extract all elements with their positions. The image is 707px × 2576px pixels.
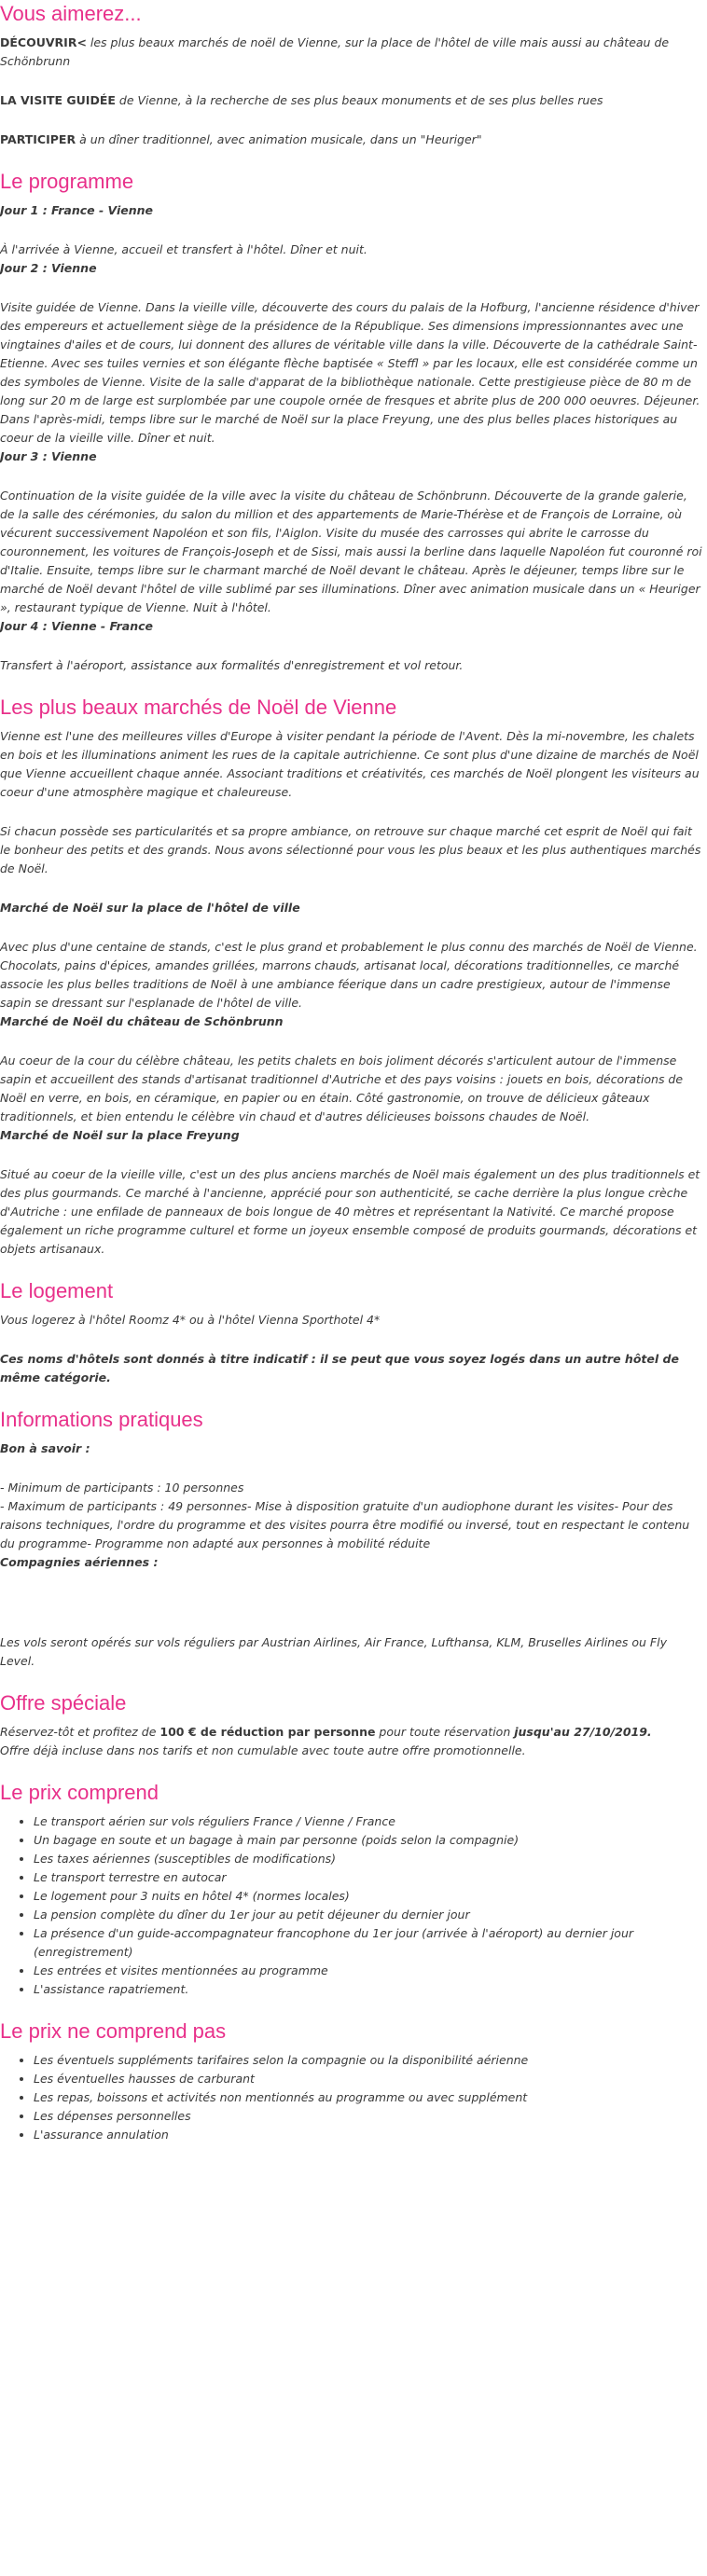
section-programme [0,170,703,675]
list-item: • L'assistance rapatriement. [34,1980,703,1999]
market-title: Marché de Noël sur la place de l'hôtel de ville [0,901,300,915]
day-title: Jour 3 : Vienne [0,449,97,463]
paragraph-text: de Vienne, à la recherche de ses plus beaux monuments et de ses plus belles rues [115,93,603,107]
list-item: • Les dépenses personnelles [34,2107,703,2126]
paragraph-text: les plus beaux marchés de noël de Vienne, sur la place de l'hôtel de ville mais aussi au château de Schönbrunn [0,35,670,68]
section-title: Le programme [0,170,134,193]
market-text: Situé au coeur de la vieille ville, c'est un des plus anciens marchés de Noël mais également un des plus traditionnels et des plus gourmands. Ce marché à l'ancienne, apprécié pour son authenticité, se cache derrière la plus longue crèche d'Autriche : une enfilade de panneaux de bois longue de 40 mètres et représentant la Nativité. Ce marché propose également un riche programme culturel et forme un joyeux ensemble composé de produits gourmands, décorations et objets artisanaux. [0,1167,700,1256]
paragraph [0,131,703,149]
list-item: • Les taxes aériennes (susceptibles de modifications) [34,1850,703,1868]
day-title: Jour 1 : France - Vienne [0,203,153,217]
lead-word: LA VISITE GUIDÉE [0,93,116,107]
day-text: Continuation de la visite guidée de la ville avec la visite du château de Schönbrunn. Découverte de la grande galerie, de la salle des cérémonies, du salon du million et des appartements de Marie-Thérèse et de François de Lorraine, où vécurent successivement Napoléon et son fils, l'Aiglon. Visite du musée des carrosses qui abrite le carrosse du couronnement, les voitures de François-Joseph et de Sissi, mais aussi la berline dans laquelle Napoléon fut couronné roi d'Italie. Ensuite, temps libre sur le charmant marché de Noël devant le château. Après le déjeuner, temps libre sur le marché de Noël devant l'hôtel de ville sublimé par ses illuminations. Dîner avec animation musicale dans un « Heuriger », restaurant typique de Vienne. Nuit à l'hôtel. [0,489,702,614]
paragraph [0,34,703,71]
list-item: • Le transport aérien sur vols réguliers France / Vienne / France [34,1812,703,1831]
paragraph [0,91,703,110]
offer-text: pour toute réservation [375,1725,515,1739]
paragraph-text: à un dîner traditionnel, avec animation musicale, dans un "Heuriger" [76,132,482,146]
info-line: Les vols seront opérés sur vols réguliers par Austrian Airlines, Air France, Lufthansa, KLM, Bruselles Airlines ou Fly Level. [0,1635,667,1668]
offer-line [0,1723,703,1742]
day-title: Jour 4 : Vienne - France [0,619,153,633]
section-offre [0,1691,703,1760]
market-title: Marché de Noël du château de Schönbrunn [0,1014,284,1028]
list-item: • Les éventuels suppléments tarifaires selon la compagnie ou la disponibilité aérienne [34,2051,703,2070]
list-item: • Un bagage en soute et un bagage à main par personne (poids selon la compagnie) [34,1831,703,1850]
section-logement [0,1279,703,1387]
section-title: Les plus beaux marchés de Noël de Vienne [0,696,397,719]
market-text: Avec plus d'une centaine de stands, c'est le plus grand et probablement le plus connu des marchés de Noël de Vienne. Chocolats, pains d'épices, amandes grillées, marrons chauds, artisanat local, décorations traditionnelles, ce marché associe les plus belles traditions de Noël à une ambiance féerique dans un cadre prestigieux, autour de l'immense sapin se dressant sur l'esplanade de l'hôtel de ville. [0,940,698,1010]
offer-amount: 100 € de réduction par personne [159,1725,376,1739]
paragraph: Vienne est l'une des meilleures villes d'Europe à visiter pendant la période de l'Avent. Dès la mi-novembre, les chalets en bois et les illuminations animent les rues de la capitale autrichienne. Ce sont plus d'une dizaine de marchés de Noël que Vienne accueillent chaque année. Associant traditions et créativités, ces marchés de Noël plongent les visiteurs au coeur d'une atmosphère magique et chaleureuse. [0,729,700,799]
list-item: • La pension complète du dîner du 1er jour au petit déjeuner du dernier jour [34,1906,703,1924]
list-item: • Les repas, boissons et activités non mentionnés au programme ou avec supplément [34,2088,703,2107]
lead-word: PARTICIPER [0,132,76,146]
day-text: À l'arrivée à Vienne, accueil et transfert à l'hôtel. Dîner et nuit. [0,242,367,256]
section-marches [0,696,703,1259]
offer-note: Offre déjà incluse dans nos tarifs et non cumulable avec toute autre offre promotionnelle. [0,1743,526,1757]
list-item: • Le logement pour 3 nuits en hôtel 4* (normes locales) [34,1887,703,1906]
market-title: Marché de Noël sur la place Freyung [0,1128,240,1142]
section-infos [0,1408,703,1671]
paragraph: Vous logerez à l'hôtel Roomz 4* ou à l'hôtel Vienna Sporthotel 4* [0,1313,381,1327]
offer-deadline: jusqu'au 27/10/2019. [514,1725,652,1739]
included-list [0,1812,703,1999]
section-prix-ne-comprend-pas [0,2019,703,2144]
list-item: • Le transport terrestre en autocar [34,1868,703,1887]
excluded-list [0,2051,703,2144]
subheading: Compagnies aériennes : [0,1555,159,1569]
offer-text: Réservez-tôt et profitez de [0,1725,160,1739]
section-title: Le prix comprend [0,1781,159,1804]
list-item: • La présence d'un guide-accompagnateur francophone du 1er jour (arrivée à l'aéroport) au dernier jour (enregistrement) [34,1924,703,1962]
list-item: • L'assurance annulation [34,2126,703,2144]
section-title: Vous aimerez... [0,2,142,25]
day-text: Visite guidée de Vienne. Dans la vieille ville, découverte des cours du palais de la Hofburg, l'ancienne résidence d'hiver des empereurs et actuellement siège de la présidence de la République. Ses dimensions impressionnantes avec une vingtaines d'ailes et de cours, lui donnent des allures de véritable ville dans la ville. Découverte de la cathédrale Saint-Etienne. Avec ses tuiles vernies et son élégante flèche baptisée « Steffl » par les locaux, elle est considérée comme un des symboles de Vienne. Visite de la salle d'apparat de la bibliothèque nationale. Cette prestigieuse pièce de 80 m de long sur 20 m de large est surplombée par une coupole ornée de fresques et abrite plus de 200 000 oeuvres. Déjeuner. Dans l'après-midi, temps libre sur le marché de Noël sur la place Freyung, une des plus belles places historiques au coeur de la vieille ville. Dîner et nuit. [0,300,700,445]
section-prix-comprend [0,1781,703,1999]
section-title: Informations pratiques [0,1408,203,1431]
paragraph: Si chacun possède ses particularités et sa propre ambiance, on retrouve sur chaque marché cet esprit de Noël qui fait le bonheur des petits et des grands. Nous avons sélectionné pour vous les plus beaux et les plus authentiques marchés de Noël. [0,824,701,875]
section-title: Le prix ne comprend pas [0,2019,227,2043]
day-title: Jour 2 : Vienne [0,261,97,275]
section-title: Offre spéciale [0,1691,127,1715]
day-text: Transfert à l'aéroport, assistance aux formalités d'enregistrement et vol retour. [0,658,464,672]
subheading: Bon à savoir : [0,1441,90,1455]
list-item: • Les entrées et visites mentionnées au programme [34,1962,703,1980]
lead-word: DÉCOUVRIR< [0,35,87,49]
info-line: - Minimum de participants : 10 personnes [0,1481,244,1495]
section-title: Le logement [0,1279,114,1302]
info-line: - Maximum de participants : 49 personnes- Mise à disposition gratuite d'un audiophone durant les visites- Pour des raisons techniques, l'ordre du programme et des visites pourra être modifié ou inversé, tout en respectant le contenu du programme- Programme non adapté aux personnes à mobilité réduite [0,1499,690,1550]
section-vous-aimerez [0,0,703,149]
list-item: • Les éventuelles hausses de carburant [34,2070,703,2088]
paragraph-bold: Ces noms d'hôtels sont donnés à titre indicatif : il se peut que vous soyez logés dans un autre hôtel de même catégorie. [0,1352,679,1384]
market-text: Au coeur de la cour du célèbre château, les petits chalets en bois joliment décorés s'articulent autour de l'immense sapin et accueillent des stands d'artisanat traditionnel d'Autriche et des pays voisins : jouets en bois, décorations de Noël en verre, en bois, en céramique, en papier ou en étain. Côté gastronomie, on trouve de délicieux gâteaux traditionnels, et bien entendu le célèbre vin chaud et d'autres délicieuses boissons chaudes de Noël. [0,1054,684,1123]
